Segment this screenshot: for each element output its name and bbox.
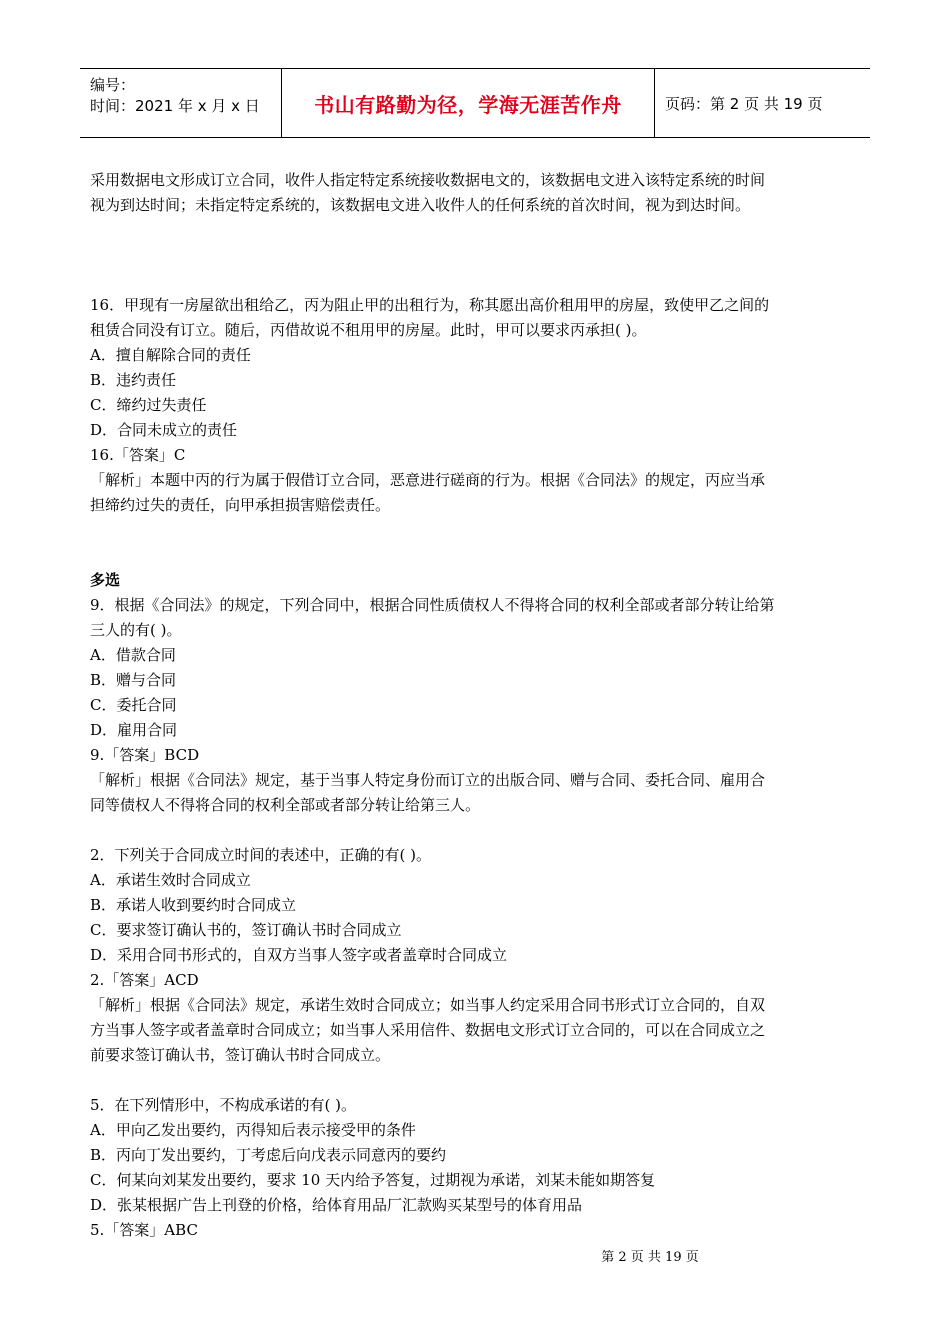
motto: 书山有路勤为径，学海无涯苦作舟 xyxy=(314,92,622,117)
option: B．承诺人收到要约时合同成立 xyxy=(90,896,297,914)
option: D．雇用合同 xyxy=(90,721,178,739)
header-page-info: 页码：第 2 页 共 19 页 xyxy=(665,94,823,113)
option: B．违约责任 xyxy=(90,371,177,389)
question-stem: 租赁合同没有订立。随后，丙借故说不租用甲的房屋。此时，甲可以要求丙承担( )。 xyxy=(90,321,647,339)
question-stem: 5．在下列情形中，不构成承诺的有( )。 xyxy=(90,1096,357,1114)
page-footer xyxy=(0,1246,950,1265)
option: B．赠与合同 xyxy=(90,671,177,689)
option: D．张某根据广告上刊登的价格，给体育用品厂汇款购买某型号的体育用品 xyxy=(90,1196,583,1214)
intro-line: 视为到达时间；未指定特定系统的，该数据电文进入收件人的任何系统的首次时间，视为到达时间。 xyxy=(90,196,751,214)
question-stem: 2．下列关于合同成立时间的表述中，正确的有( )。 xyxy=(90,846,432,864)
analysis: 前要求签订确认书，签订确认书时合同成立。 xyxy=(90,1046,391,1064)
question-stem: 9．根据《合同法》的规定，下列合同中，根据合同性质债权人不得将合同的权利全部或者部分转让给第 xyxy=(90,596,775,614)
option: A．擅自解除合同的责任 xyxy=(90,346,251,364)
question-stem: 16．甲现有一房屋欲出租给乙，丙为阻止甲的出租行为，称其愿出高价租用甲的房屋，致使甲乙之间的 xyxy=(90,296,770,314)
answer: 9.「答案」BCD xyxy=(90,746,200,764)
header-motto-cell xyxy=(281,69,655,137)
section-title: 多选 xyxy=(90,571,121,589)
option: C．何某向刘某发出要约，要求 10 天内给予答复，过期视为承诺，刘某未能如期答复 xyxy=(90,1171,656,1189)
header-meta xyxy=(80,69,281,137)
document-body xyxy=(90,168,860,1243)
option: B．丙向丁发出要约，丁考虑后向戊表示同意丙的要约 xyxy=(90,1146,447,1164)
answer: 5.「答案」ABC xyxy=(90,1221,198,1239)
option: C．要求签订确认书的，签订确认书时合同成立 xyxy=(90,921,402,939)
answer: 2.「答案」ACD xyxy=(90,971,199,989)
option: C．缔约过失责任 xyxy=(90,396,207,414)
option: D．采用合同书形式的，自双方当事人签字或者盖章时合同成立 xyxy=(90,946,508,964)
analysis: 「解析」本题中丙的行为属于假借订立合同，恶意进行磋商的行为。根据《合同法》的规定，丙应当承 xyxy=(90,471,766,489)
analysis: 同等债权人不得将合同的权利全部或者部分转让给第三人。 xyxy=(90,796,481,814)
analysis: 「解析」根据《合同法》规定，基于当事人特定身份而订立的出版合同、赠与合同、委托合同、雇用合 xyxy=(90,771,766,789)
analysis: 方当事人签字或者盖章时合同成立；如当事人采用信件、数据电文形式订立合同的，可以在合同成立之 xyxy=(90,1021,766,1039)
intro-line: 采用数据电文形成订立合同，收件人指定特定系统接收数据电文的，该数据电文进入该特定系统的时间 xyxy=(90,171,766,189)
option: A．承诺生效时合同成立 xyxy=(90,871,251,889)
date-label: 时间：2021 年 x 月 x 日 xyxy=(90,97,260,115)
page-header xyxy=(80,68,870,138)
option: D．合同未成立的责任 xyxy=(90,421,238,439)
option: A．甲向乙发出要约，丙得知后表示接受甲的条件 xyxy=(90,1121,416,1139)
analysis: 「解析」根据《合同法》规定，承诺生效时合同成立；如当事人约定采用合同书形式订立合同的，自双 xyxy=(90,996,766,1014)
option: A．借款合同 xyxy=(90,646,176,664)
answer: 16.「答案」C xyxy=(90,446,186,464)
option: C．委托合同 xyxy=(90,696,177,714)
analysis: 担缔约过失的责任，向甲承担损害赔偿责任。 xyxy=(90,496,391,514)
question-stem: 三人的有( )。 xyxy=(90,621,182,639)
number-label: 编号： xyxy=(90,76,136,94)
footer-page-number: 第 2 页 共 19 页 xyxy=(601,1250,699,1265)
